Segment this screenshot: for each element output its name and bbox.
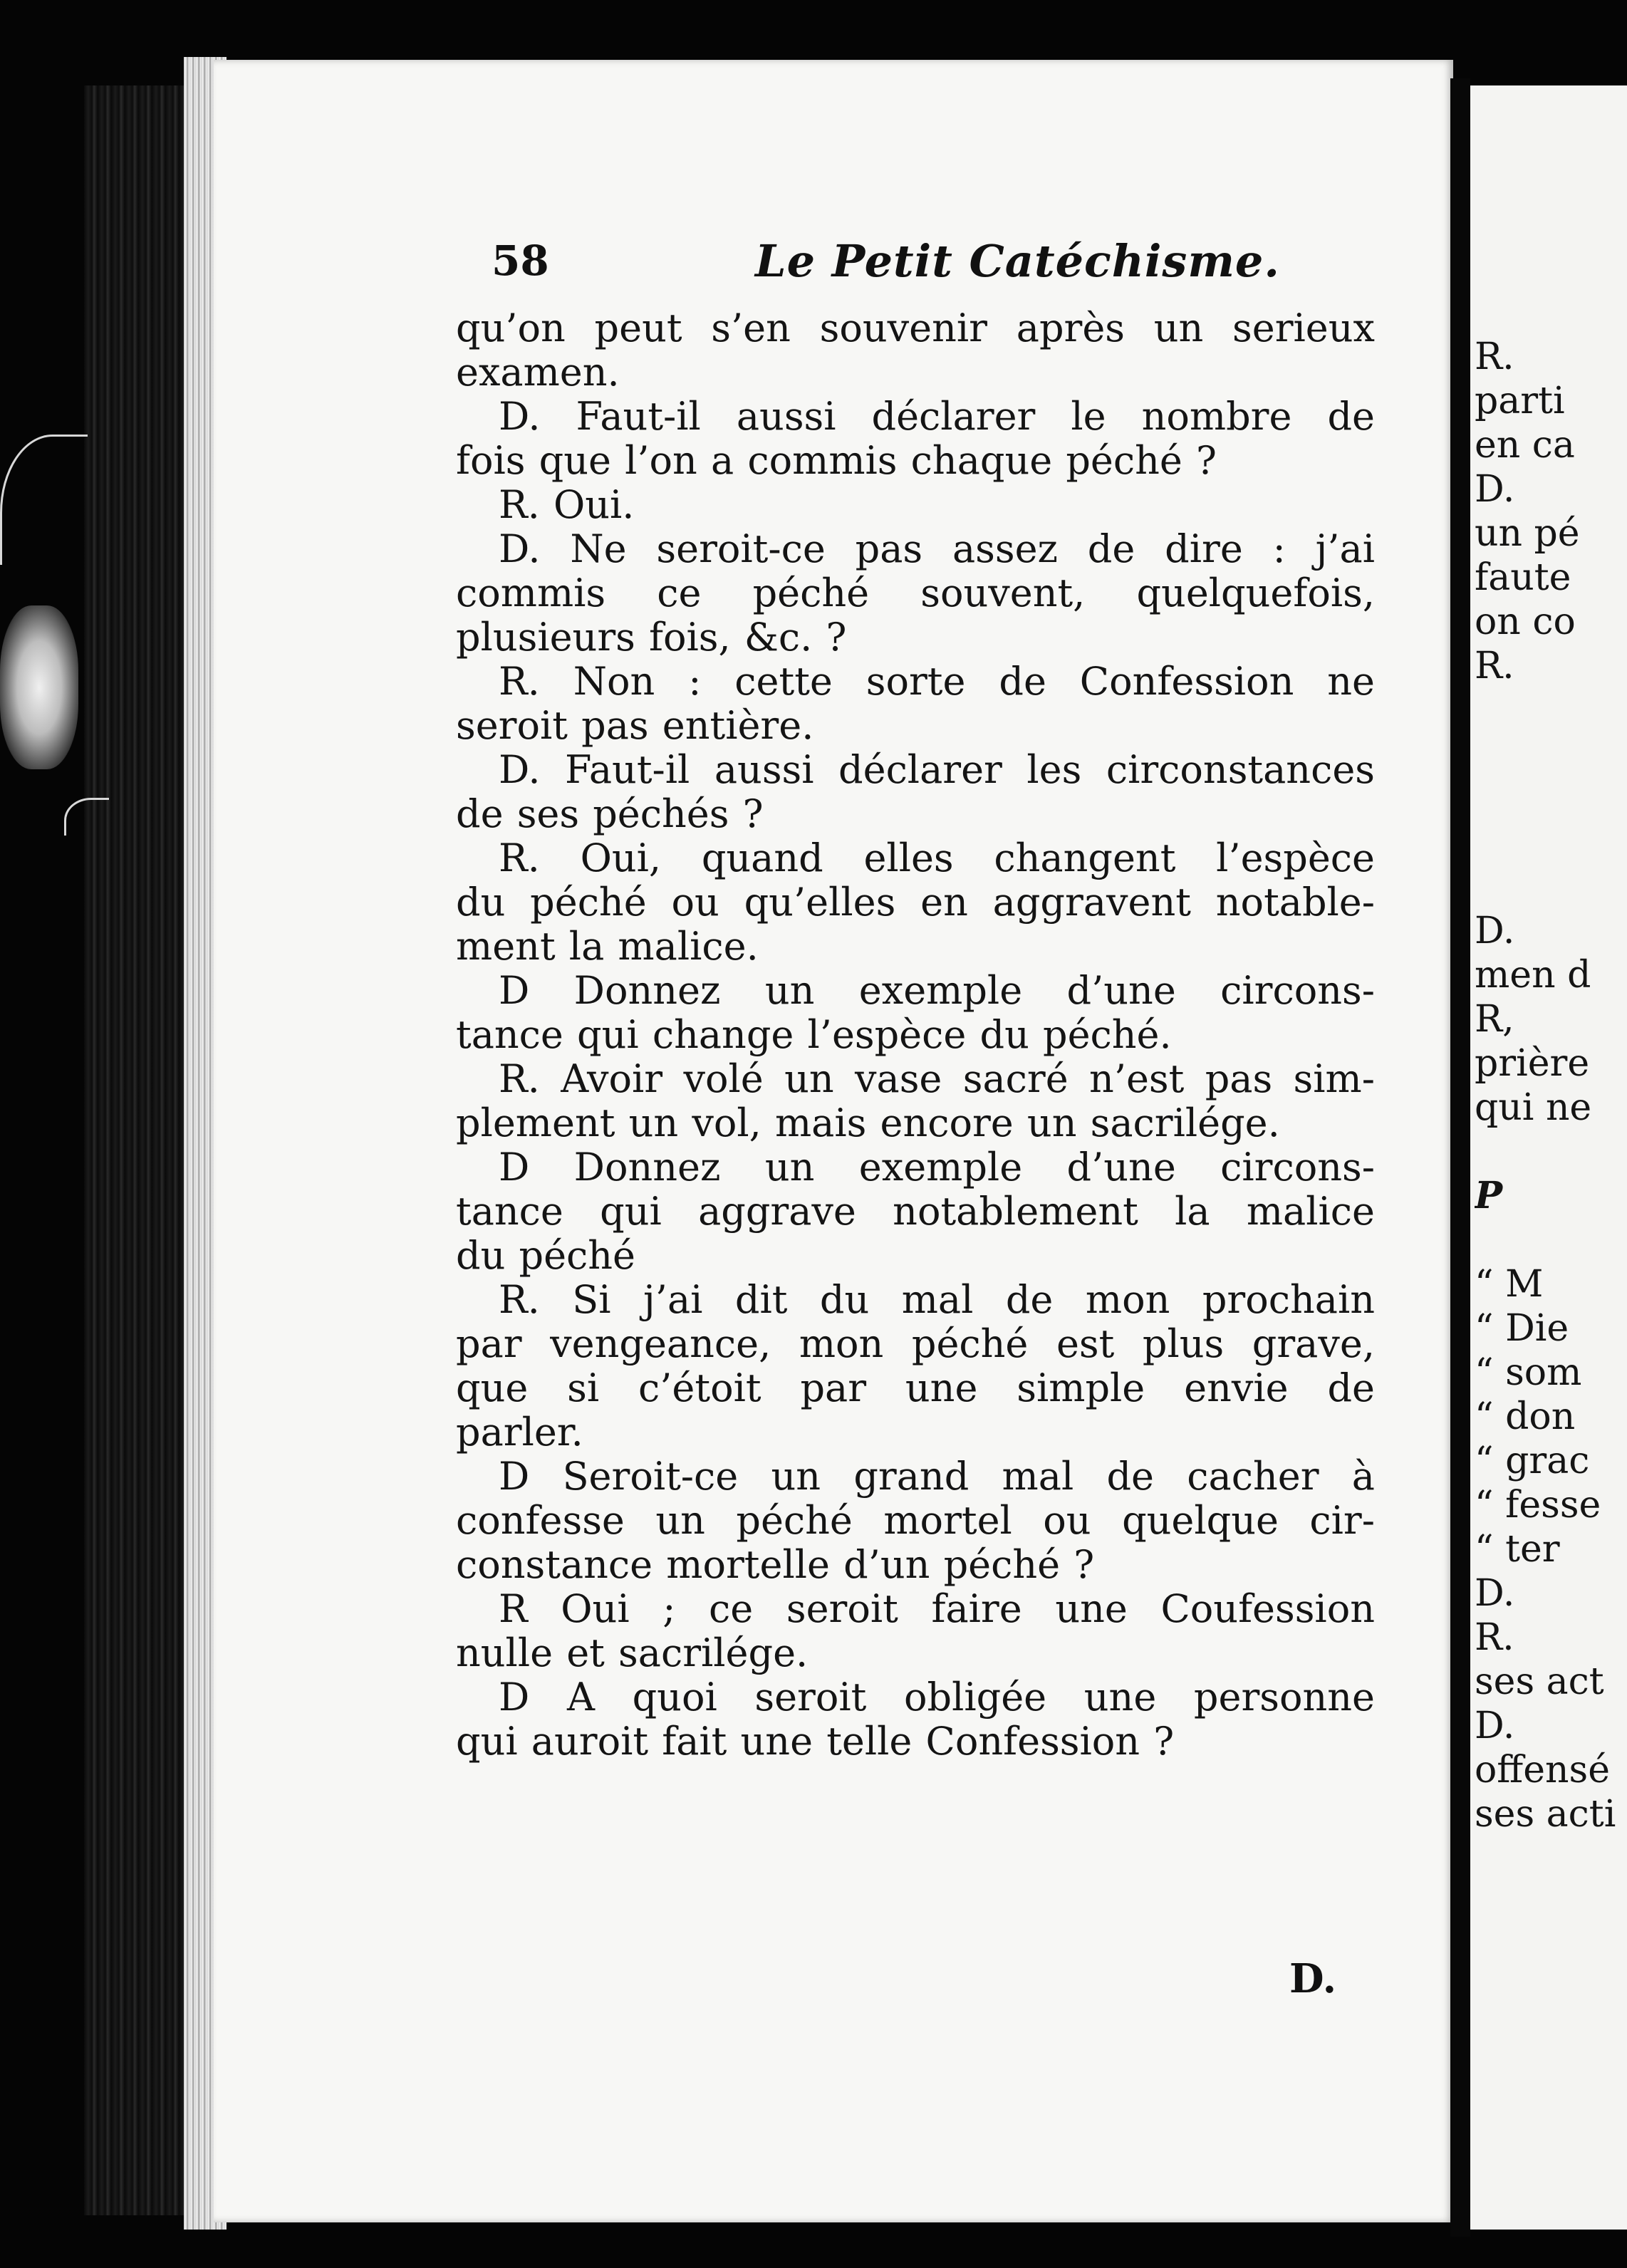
right-page-line: “ ter xyxy=(1475,1528,1560,1571)
right-page-line: D. xyxy=(1475,910,1515,952)
scan-artifact-stroke xyxy=(64,798,109,836)
right-page-line: “ som xyxy=(1475,1351,1582,1394)
text-line: qui auroit fait une telle Confession ? xyxy=(456,1719,1175,1764)
right-page-line: “ don xyxy=(1475,1395,1576,1438)
right-page-line: “ M xyxy=(1475,1263,1544,1306)
text-line: parler. xyxy=(456,1410,583,1455)
text-line: D. Ne seroit-ce pas assez de dire : j’ai xyxy=(499,526,1375,571)
text-line: R Oui ; ce seroit faire une Coufession xyxy=(499,1586,1375,1631)
catechism-text xyxy=(456,306,1375,1764)
text-line: R. Non : cette sorte de Confession ne xyxy=(499,659,1375,704)
right-page-line xyxy=(1475,732,1627,776)
text-line: ment la malice. xyxy=(456,924,759,969)
right-page-line: R. xyxy=(1475,1616,1514,1659)
page-number: 58 xyxy=(492,236,549,285)
right-page-line: R, xyxy=(1475,998,1514,1041)
running-head xyxy=(492,222,1389,301)
right-page-line: R. xyxy=(1475,645,1514,687)
right-page-line: un pé xyxy=(1475,512,1580,555)
right-page-line: “ grac xyxy=(1475,1440,1590,1482)
text-line: du péché xyxy=(456,1233,636,1278)
text-line: tance qui aggrave notablement la malice xyxy=(456,1189,1375,1234)
text-line: confesse un péché mortel ou quelque cir- xyxy=(456,1498,1375,1543)
text-line: tance qui change l’espèce du péché. xyxy=(456,1012,1172,1057)
text-line: fois que l’on a commis chaque péché ? xyxy=(456,438,1217,483)
right-page-line: “ Die xyxy=(1475,1307,1569,1350)
text-line: D. Faut-il aussi déclarer le nombre de xyxy=(499,394,1375,439)
right-page-line: D. xyxy=(1475,1572,1515,1615)
right-page-line: en ca xyxy=(1475,424,1575,467)
scan-blot xyxy=(0,605,78,769)
text-line: du péché ou qu’elles en aggravent notable- xyxy=(456,880,1375,925)
right-page-line xyxy=(1475,776,1627,821)
right-page-text-fragment xyxy=(1475,335,1627,1836)
text-line: D Seroit-ce un grand mal de cacher à xyxy=(499,1454,1375,1499)
right-page-line: offensé xyxy=(1475,1749,1610,1791)
text-line: D. Faut-il aussi déclarer les circonstances xyxy=(499,747,1375,792)
text-line: examen. xyxy=(456,350,620,395)
right-page-line: “ fesse xyxy=(1475,1484,1601,1526)
text-line: plement un vol, mais encore un sacrilége. xyxy=(456,1101,1280,1145)
right-page-line xyxy=(1475,688,1627,732)
text-line: constance mortelle d’un péché ? xyxy=(456,1542,1095,1587)
right-page-line: prière xyxy=(1475,1042,1590,1085)
right-page-line: P xyxy=(1475,1174,1503,1217)
right-page-line xyxy=(1475,821,1627,865)
text-line: R. Avoir volé un vase sacré n’est pas sim- xyxy=(499,1056,1375,1101)
right-page-line: parti xyxy=(1475,380,1565,422)
right-page-line: qui ne xyxy=(1475,1086,1592,1129)
text-line: de ses péchés ? xyxy=(456,791,764,836)
right-page-line: on co xyxy=(1475,600,1576,643)
right-page-line: men d xyxy=(1475,954,1591,997)
text-line: D A quoi seroit obligée une personne xyxy=(499,1675,1375,1720)
text-line: que si c’étoit par une simple envie de xyxy=(456,1366,1375,1410)
page-gutter xyxy=(1450,78,1470,2237)
text-line: plusieurs fois, &c. ? xyxy=(456,615,847,660)
right-page-line: ses acti xyxy=(1475,1793,1616,1836)
text-line: commis ce péché souvent, quelquefois, xyxy=(456,571,1375,615)
right-page-line xyxy=(1475,1130,1627,1174)
catchword: D. xyxy=(1289,1955,1337,2002)
text-line: R. Oui. xyxy=(499,482,635,527)
right-page-line xyxy=(1475,865,1627,909)
right-page-line: ses act xyxy=(1475,1660,1604,1703)
text-line: R. Oui, quand elles changent l’espèce xyxy=(499,836,1375,880)
text-line: seroit pas entière. xyxy=(456,703,814,748)
text-line: par vengeance, mon péché est plus grave, xyxy=(456,1321,1375,1366)
text-line: R. Si j’ai dit du mal de mon prochain xyxy=(499,1277,1375,1322)
text-line: nulle et sacrilége. xyxy=(456,1630,809,1675)
right-page-line: D. xyxy=(1475,468,1515,511)
text-line: qu’on peut s’en souvenir après un serieux xyxy=(456,306,1375,350)
text-line: D Donnez un exemple d’une circons- xyxy=(499,968,1375,1013)
right-page-line xyxy=(1475,1218,1627,1262)
right-page-line: R. xyxy=(1475,335,1514,378)
right-page-line: D. xyxy=(1475,1705,1515,1747)
scan-artifact-stroke xyxy=(0,435,88,565)
running-title: Le Petit Catéchisme. xyxy=(755,235,1280,287)
text-line: D Donnez un exemple d’une circons- xyxy=(499,1145,1375,1190)
right-page-line: faute xyxy=(1475,556,1571,599)
